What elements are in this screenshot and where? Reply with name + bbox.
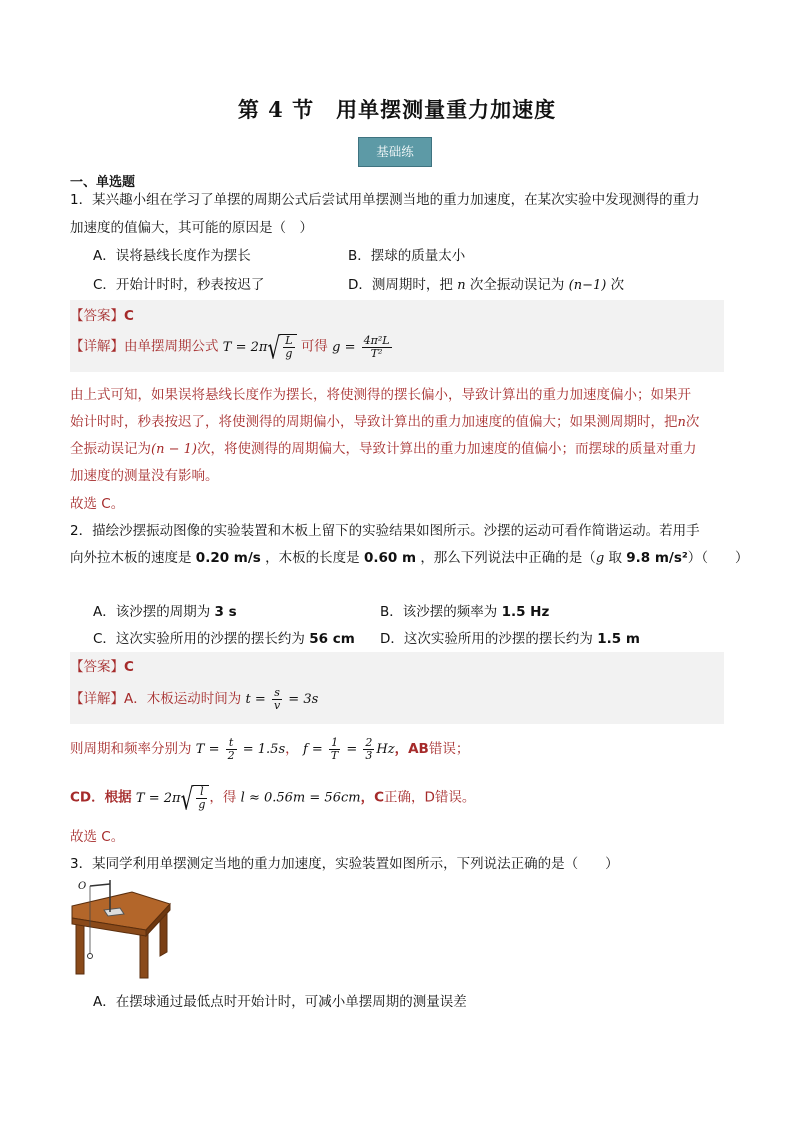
- q2-cd-pre: CD．根据: [70, 789, 132, 806]
- q2-option-a-text: A．该沙摆的周期为: [93, 604, 211, 620]
- q2-stem-length: 0.60 m: [363, 550, 417, 566]
- q2-answer-value: C: [124, 659, 134, 675]
- page-title: 第 4 节 用单摆测量重力加速度: [237, 97, 557, 122]
- q1-explain-line2-text: 始计时时，秒表按迟了，将使测得的周期偏小，导致计算出的重力加速度的值偏大；如果测周期时，把: [70, 414, 678, 430]
- q1-option-b: B．摆球的质量太小: [348, 248, 466, 264]
- q2-detail: [70, 687, 318, 712]
- q2-detail-label: 【详解】: [70, 691, 124, 707]
- q1-option-d-pre: D．测周期时，把: [348, 277, 453, 293]
- q1-explain-line2-post: 次: [685, 414, 700, 430]
- q2-formula-period: T = $\frac{t}{2}$ = 1.5s: [195, 736, 286, 762]
- q2-cd-correct: 正确，D: [384, 789, 435, 806]
- q3-stem: 3．某同学利用单摆测定当地的重力加速度，实验装置如图所示，下列说法正确的是（ ）: [70, 856, 619, 872]
- q2-answer: [70, 655, 134, 675]
- q1-conclusion: 故选 C。: [70, 496, 125, 512]
- q1-option-d: [348, 273, 624, 293]
- q2-period-sep: ，: [285, 741, 299, 757]
- pivot-label-o: O: [78, 881, 87, 892]
- q1-explain-line3-pre: 全振动误记为: [70, 441, 151, 457]
- q1-explain-line1: 由上式可知，如果误将悬线长度作为摆长，将使测得的摆长偏小，导致计算出的重力加速度偏小；如果开: [70, 387, 691, 403]
- q2-option-b-text: B．该沙摆的频率为: [380, 604, 498, 620]
- q2-conclusion: 故选 C。: [70, 829, 125, 845]
- q2-option-c-value: 56 cm: [309, 631, 355, 647]
- q2-stem-g: g: [595, 551, 605, 566]
- level-badge: 基础练: [358, 137, 432, 167]
- q1-stem-line2: 加速度的值偏大，其可能的原因是（ ）: [70, 220, 313, 236]
- q2-stem-mid2: ，那么下列说法中正确的是（: [420, 550, 596, 566]
- q1-formula-period: T = 2π√ $\frac{L}{g}$: [223, 340, 297, 355]
- q2-cd-c: ，C: [360, 789, 384, 806]
- q2-formula-time: t = $\frac{s}{v}$ = 3s: [245, 686, 319, 712]
- q1-option-d-expr: (n−1): [568, 278, 607, 293]
- q1-explain-line3: [70, 437, 696, 457]
- q2-option-a: [93, 600, 237, 620]
- q2-option-d-value: 1.5 m: [597, 631, 640, 647]
- q2-period-ab: ，AB: [394, 741, 429, 757]
- pendulum-table-figure: [70, 878, 174, 982]
- q2-option-c: [93, 627, 355, 647]
- q1-explain-line2: [70, 410, 699, 430]
- q1-explain-line3-expr: (n − 1): [151, 442, 197, 457]
- table-leg-front-left: [76, 918, 84, 974]
- q2-detail-a: A．木板运动时间为: [124, 691, 242, 707]
- q1-option-d-n: n: [457, 278, 466, 293]
- q2-cd-post: 错误。: [434, 789, 476, 806]
- q1-detail-pre: 由单摆周期公式: [124, 338, 219, 355]
- q2-option-d: [380, 627, 640, 647]
- q2-option-d-text: D．这次实验所用的沙摆的摆长约为: [380, 631, 593, 647]
- pendulum-bob: [88, 954, 93, 959]
- q1-detail-label: 【详解】: [70, 338, 124, 355]
- q2-option-b: [380, 600, 549, 620]
- stand-arm: [90, 884, 110, 886]
- q2-period-post: 错误；: [428, 741, 470, 757]
- q2-stem-line2: [70, 546, 749, 566]
- q1-answer-value: C: [124, 308, 134, 324]
- q1-stem-line1: 1．某兴趣小组在学习了单摆的周期公式后尝试用单摆测当地的重力加速度，在某次实验中发现测得的重力: [70, 192, 700, 208]
- q2-period-line: [70, 737, 469, 762]
- q2-stem-velocity: 0.20 m/s: [195, 550, 261, 566]
- q1-option-d-post: 次: [610, 277, 625, 293]
- q2-answer-label: 【答案】: [70, 659, 124, 675]
- q1-detail-mid: 可得: [300, 338, 328, 355]
- q2-stem-line1: 2．描绘沙摆振动图像的实验装置和木板上留下的实验结果如图所示。沙摆的运动可看作简谐运动。若用手: [70, 523, 700, 539]
- q2-option-c-text: C．这次实验所用的沙摆的摆长约为: [93, 631, 305, 647]
- section-heading: 一、单选题: [70, 175, 136, 190]
- q2-period-pre: 则周期和频率分别为: [70, 741, 192, 757]
- q2-stem-pre: 向外拉木板的速度是: [70, 550, 192, 566]
- table-leg-front-right: [140, 930, 148, 978]
- q1-formula-g: g = $\frac{\text{4π²L}}{\text{T²}}$: [332, 333, 390, 360]
- q1-detail: [70, 329, 394, 366]
- q3-option-a: A．在摆球通过最低点时开始计时，可减小单摆周期的测量误差: [93, 994, 467, 1010]
- q2-stem-gval: 9.8 m/s²: [626, 550, 688, 566]
- q2-formula-freq: f = $\frac{1}{T}$ = $\frac{2}{3}$ Hz: [302, 736, 395, 762]
- q2-cd-line: [70, 780, 476, 817]
- q1-option-a: A．误将悬线长度作为摆长: [93, 248, 251, 264]
- q2-option-b-value: 1.5 Hz: [501, 604, 550, 620]
- q1-explain-line4: 加速度的测量没有影响。: [70, 468, 219, 484]
- q2-stem-take: 取: [608, 550, 622, 566]
- q1-explain-line3-post: 次，将使测得的周期偏大，导致计算出的重力加速度的值偏小；而摆球的质量对重力: [196, 441, 697, 457]
- q1-option-c: C．开始计时时，秒表按迟了: [93, 277, 265, 293]
- q1-answer-label: 【答案】: [70, 308, 124, 324]
- q2-formula-cd-period: T = 2π√ $\frac{l}{g}$: [136, 791, 209, 806]
- q1-answer: [70, 304, 134, 324]
- q1-option-d-mid: 次全振动误记为: [469, 277, 565, 293]
- q2-cd-mid: ，得: [209, 789, 237, 806]
- q2-stem-post: ）（ ）: [687, 550, 749, 566]
- stand-base: [104, 908, 124, 916]
- q2-stem-mid: ，木板的长度是: [265, 550, 360, 566]
- q2-formula-length: l ≈ 0.56m = 56cm: [240, 790, 361, 806]
- q2-option-a-value: 3 s: [214, 604, 237, 620]
- q1-explain-line2-n: n: [677, 415, 686, 430]
